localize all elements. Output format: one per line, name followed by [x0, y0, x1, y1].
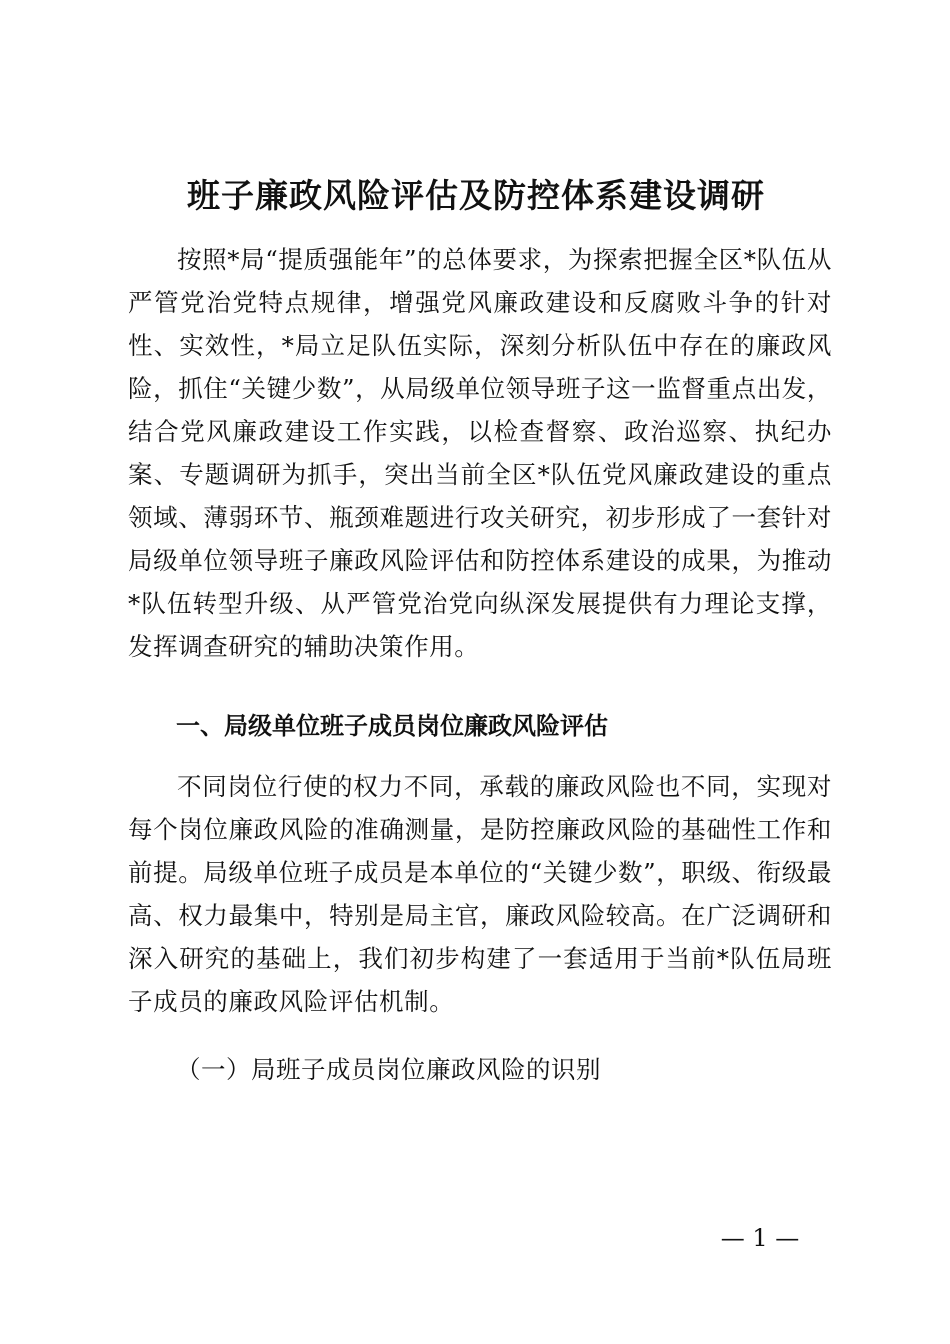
- document-title: 班子廉政风险评估及防控体系建设调研: [187, 176, 765, 215]
- page-number: — 1 —: [720, 1224, 800, 1252]
- intro-paragraph: 按照*局“提质强能年”的总体要求，为探索把握全区*队伍从严管党治党特点规律，增强党风廉政建设和反腐败斗争的针对性、实效性，*局立足队伍实际，深刻分析队伍中存在的廉政风险，抓住“关键少数”，从局级单位领导班子这一监督重点出发，结合党风廉政建设工作实践，以检查督察、政治巡察、执纪办案、专题调研为抓手，突出当前全区*队伍党风廉政建设的重点领域、薄弱环节、瓶颈难题进行攻关研究，初步形成了一套针对局级单位领导班子廉政风险评估和防控体系建设的成果，为推动*队伍转型升级、从严管党治党向纵深发展提供有力理论支撑，发挥调查研究的辅助决策作用。: [128, 245, 832, 661]
- body-paragraph: 不同岗位行使的权力不同，承载的廉政风险也不同，实现对每个岗位廉政风险的准确测量，是防控廉政风险的基础性工作和前提。局级单位班子成员是本单位的“关键少数”，职级、衔级最高、权力最集中，特别是局主官，廉政风险较高。在广泛调研和深入研究的基础上，我们初步构建了一套适用于当前*队伍局班子成员的廉政风险评估机制。: [128, 772, 832, 1016]
- section-heading: 一、局级单位班子成员岗位廉政风险评估: [176, 712, 608, 740]
- subsection-heading: （一）局班子成员岗位廉政风险的识别: [176, 1055, 601, 1084]
